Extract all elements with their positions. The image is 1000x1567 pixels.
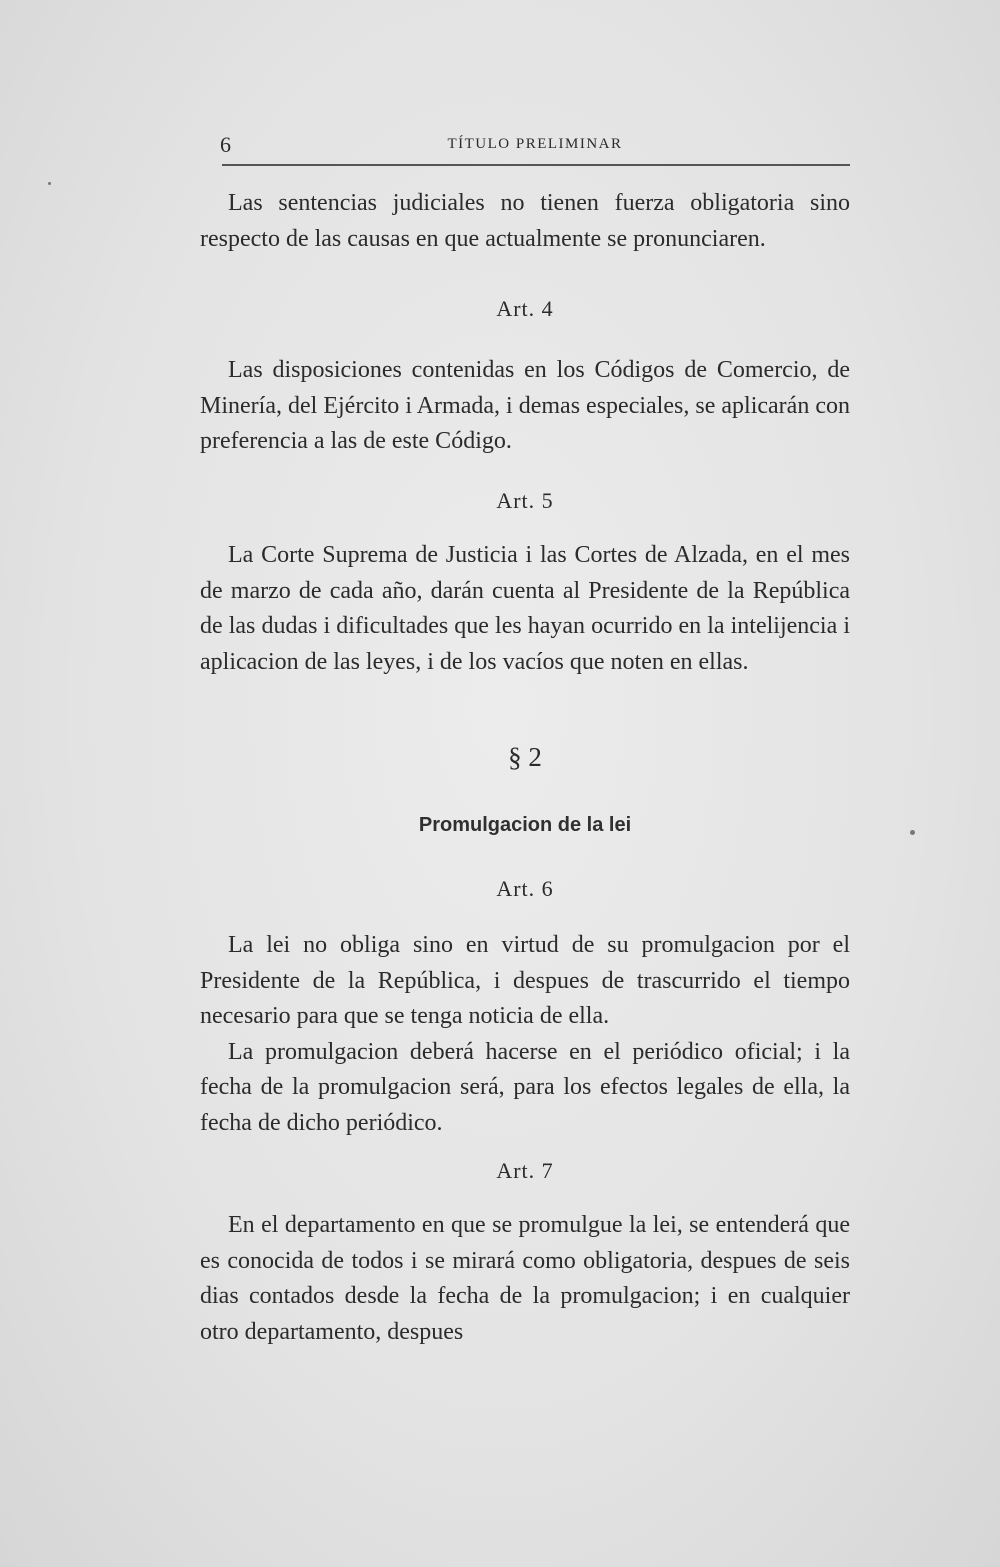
article-5-text: La Corte Suprema de Justicia i las Cortes de Alzada, en el mes de marzo de cada año, darán cuenta al Presidente de la República de las dudas i dificultades que les hayan ocurrido en la intelijencia i aplicacion de las leyes, i de los vacíos que noten en ellas. bbox=[200, 542, 850, 675]
header-rule bbox=[222, 164, 850, 166]
article-6-text-1: La lei no obliga sino en virtud de su promulgacion por el Presidente de la República, i despues de trascurrido el tiempo necesario para que se tenga noticia de ella. bbox=[200, 932, 850, 1029]
article-6-heading: Art. 6 bbox=[496, 876, 554, 901]
article-5-heading: Art. 5 bbox=[496, 488, 554, 513]
paper-speck bbox=[910, 830, 915, 835]
article-4-heading: Art. 4 bbox=[496, 296, 554, 321]
article-7-block bbox=[200, 1208, 850, 1350]
page-number: 6 bbox=[220, 132, 231, 157]
article-7-text: En el departamento en que se promulgue la lei, se entenderá que es conocida de todos i se mirará como obligatoria, despues de seis dias contados desde la fecha de la promulgacion; i en cualquier otro departamento, despues bbox=[200, 1212, 850, 1345]
intro-paragraph-block bbox=[200, 186, 850, 257]
section-title: Promulgacion de la lei bbox=[418, 814, 632, 836]
intro-paragraph: Las sentencias judiciales no tienen fuerza obligatoria sino respecto de las causas en que actualmente se pronunciaren. bbox=[200, 190, 850, 252]
article-6-block bbox=[200, 928, 850, 1141]
running-title: TÍTULO PRELIMINAR bbox=[447, 136, 623, 152]
article-4-text: Las disposiciones contenidas en los Códigos de Comercio, de Minería, del Ejército i Armada, i demas especiales, se aplicarán con preferencia a las de este Código. bbox=[200, 357, 850, 454]
article-5-block bbox=[200, 538, 850, 680]
article-6-text-2: La promulgacion deberá hacerse en el periódico oficial; i la fecha de la promulgacion será, para los efectos legales de ella, la fecha de dicho periódico. bbox=[200, 1038, 850, 1136]
section-mark: § 2 bbox=[508, 742, 542, 772]
running-head bbox=[220, 130, 850, 164]
paper-speck bbox=[48, 182, 51, 185]
article-7-heading: Art. 7 bbox=[496, 1158, 554, 1183]
article-4-block bbox=[200, 353, 850, 460]
